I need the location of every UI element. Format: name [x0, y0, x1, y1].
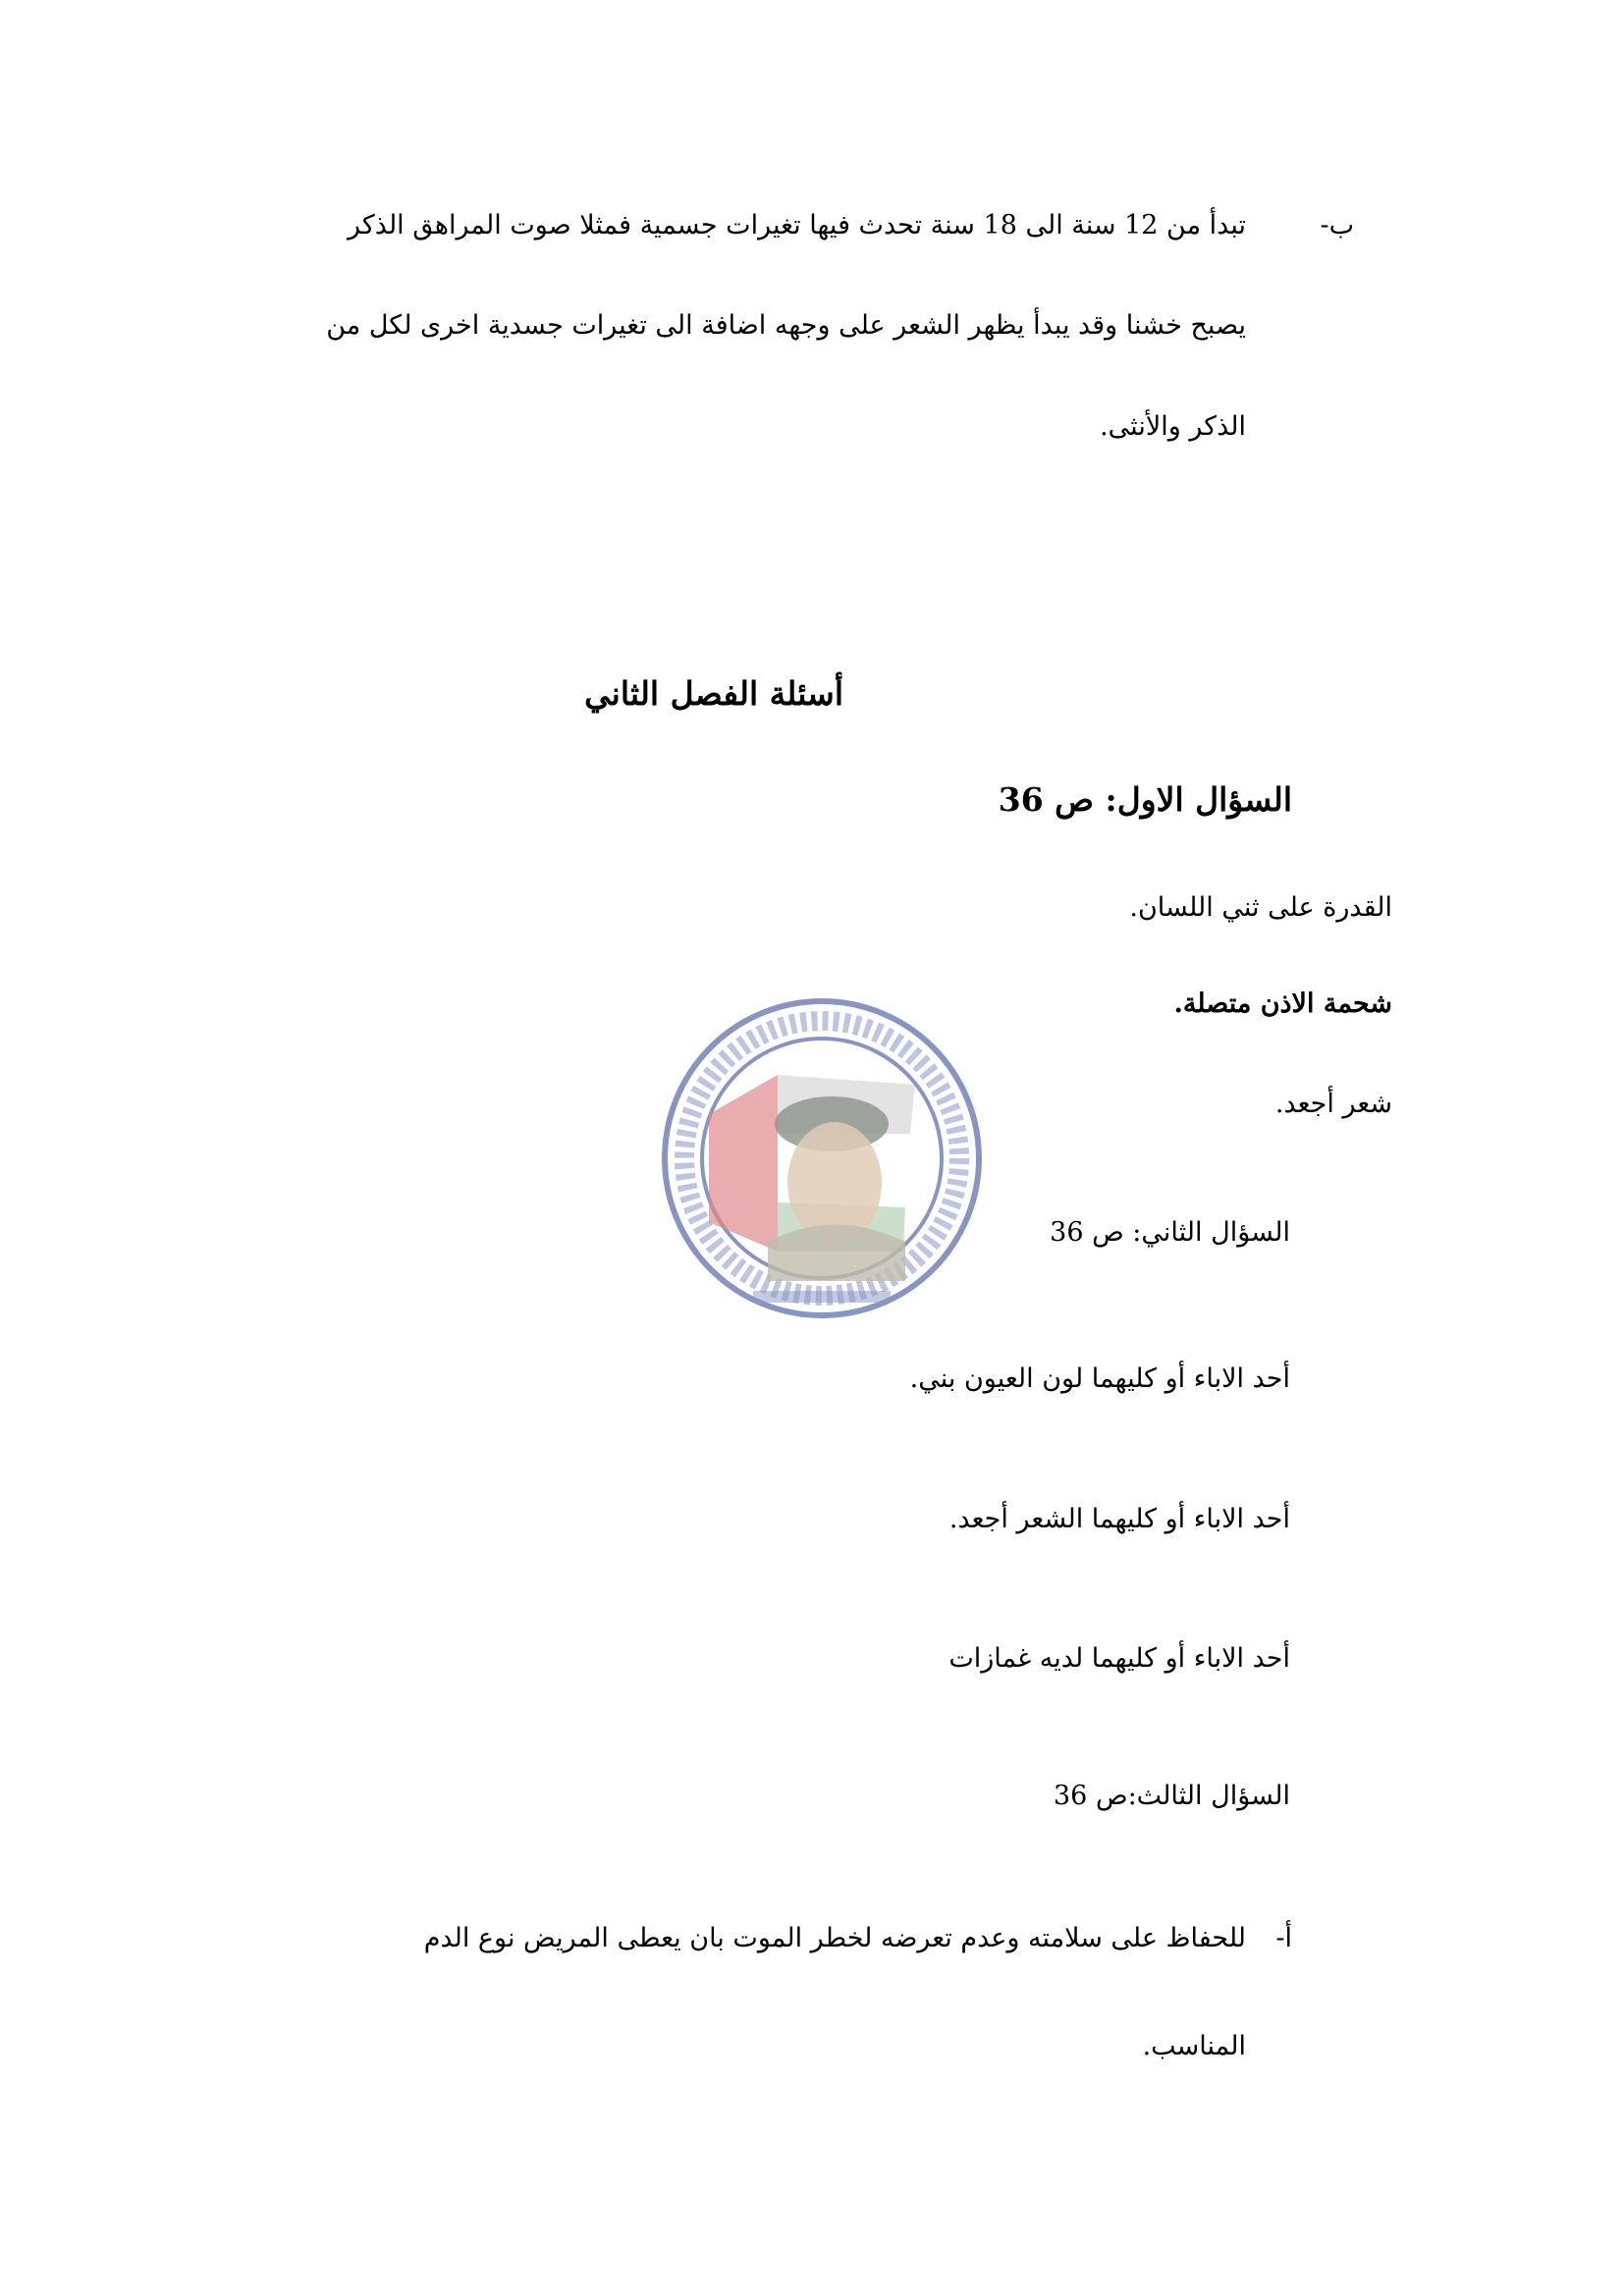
question-2-answer-1: أحد الاباء أو كليهما لون العيون بني. — [909, 1363, 1290, 1394]
question-3-marker-a: أ- — [1275, 1923, 1292, 1953]
paragraph-line-1: تبدأ من 12 سنة الى 18 سنة تحدث فيها تغيرات جسمية فمثلا صوت المراهق الذكر — [348, 210, 1246, 240]
question-3-answer-line-1: للحفاظ على سلامته وعدم تعرضه لخطر الموت بان يعطى المريض نوع الدم — [423, 1923, 1246, 1953]
chapter-title: أسئلة الفصل الثاني — [584, 674, 843, 713]
question-1-answer-1: القدرة على ثني اللسان. — [1129, 892, 1392, 923]
question-2-answer-3: أحد الاباء أو كليهما لديه غمازات — [948, 1643, 1290, 1674]
question-2-heading: السؤال الثاني: ص 36 — [1050, 1217, 1290, 1248]
paragraph-line-2: يصبح خشنا وقد يبدأ يظهر الشعر على وجهه اضافة الى تغيرات جسدية اخرى لكل من — [326, 310, 1246, 341]
question-1-heading: السؤال الاول: ص 36 — [998, 780, 1292, 819]
question-1-answer-2: شحمة الاذن متصلة. — [1173, 988, 1392, 1019]
seal-emblem-icon — [660, 996, 984, 1320]
question-1-answer-3: شعر أجعد. — [1274, 1089, 1392, 1119]
question-3-answer-line-2: المناسب. — [1142, 2031, 1246, 2061]
question-2-answer-2: أحد الاباء أو كليهما الشعر أجعد. — [948, 1504, 1290, 1534]
list-marker-b: ب- — [1320, 210, 1354, 240]
paragraph-line-3: الذكر والأنثى. — [1100, 411, 1246, 442]
question-3-heading: السؤال الثالث:ص 36 — [1054, 1781, 1290, 1811]
